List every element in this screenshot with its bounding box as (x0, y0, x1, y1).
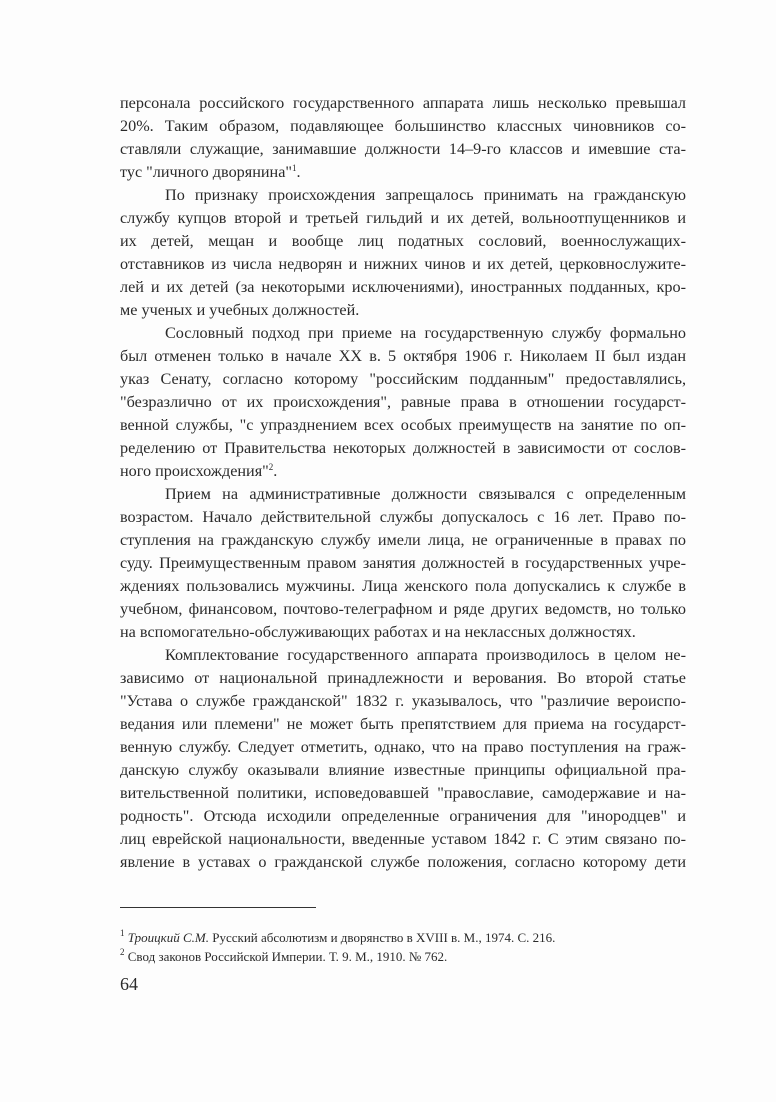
footnote-1 (120, 929, 555, 947)
line-text: указ Сенату, согласно которому "российским подданным" предоставлялись, (120, 370, 686, 388)
text-line (120, 667, 686, 690)
text-line (120, 345, 686, 368)
line-text: ждениях пользовались мужчины. Лица женского пола допускались к службе в (120, 577, 686, 595)
line-text: возрастом. Начало действительной службы допускалось с 16 лет. Право по- (120, 508, 686, 526)
text-line (120, 690, 686, 713)
text-line (120, 299, 686, 322)
line-text: их детей, мещан и вообще лиц податных сословий, военнослужащих- (120, 232, 686, 250)
line-text: Сословный подход при приеме на государственную службу формально (165, 324, 686, 342)
text-line (120, 644, 686, 667)
text-line (120, 437, 686, 460)
line-text: 20%. Таким образом, подавляющее большинство классных чиновников со- (120, 117, 686, 135)
text-line (120, 391, 686, 414)
line-text: ного происхождения" (120, 462, 269, 480)
paragraph (120, 644, 686, 874)
text-line (120, 414, 686, 437)
footnote-ref[interactable]: 1 (292, 163, 297, 173)
text-line (120, 460, 686, 483)
line-text: суду. Преимущественным правом занятия должностей в государственных учре- (120, 554, 686, 572)
line-text: По признаку происхождения запрещалось принимать на гражданскую (165, 186, 686, 204)
paragraph (120, 92, 686, 184)
line-text: ределению от Правительства некоторых должностей в зависимости от сослов- (120, 439, 686, 457)
line-text: родность". Отсюда исходили определенные ограничения для "инородцев" и (120, 807, 686, 825)
paragraph (120, 483, 686, 644)
text-line (120, 805, 686, 828)
text-line (120, 506, 686, 529)
line-text: ведания или племени" не может быть препятствием для приема на государст- (120, 715, 686, 733)
footnote-author: Троицкий С.М. (127, 930, 209, 945)
paragraph (120, 322, 686, 483)
line-text: тус "личного дворянина" (120, 163, 292, 181)
paragraph (120, 184, 686, 322)
text-line (120, 598, 686, 621)
line-text: вительственной политики, исповедовавшей "православие, самодержавие и на- (120, 784, 686, 802)
text-line (120, 207, 686, 230)
footnote-text: Свод законов Российской Империи. Т. 9. М., 1910. № 762. (127, 949, 448, 964)
line-text: лиц еврейской национальности, введенные уставом 1842 г. С этим связано по- (120, 830, 686, 848)
line-text: ставляли служащие, занимавшие должности 14–9-го классов и имевшие ста- (120, 140, 686, 158)
text-line (120, 184, 686, 207)
page-number: 64 (120, 974, 138, 994)
line-text: отставников из числа недворян и нижних чинов и их детей, церковнослужите- (120, 255, 686, 273)
footnote-text: Русский абсолютизм и дворянство в XVIII в. М., 1974. С. 216. (209, 930, 556, 945)
line-text: службу купцов второй и третьей гильдий и их детей, вольноотпущенников и (120, 209, 686, 227)
footnote-ref[interactable]: 2 (268, 462, 274, 472)
text-line (120, 575, 686, 598)
text-line (120, 782, 686, 805)
text-line (120, 828, 686, 851)
line-text: явление в уставах о гражданской службе положения, согласно которому дети (120, 853, 686, 871)
line-text: данскую службу оказывали влияние известные принципы официальной пра- (120, 761, 686, 779)
line-text: зависимо от национальной принадлежности и верования. Во второй статье (120, 669, 686, 687)
line-text: Комплектование государственного аппарата производилось в целом не- (165, 646, 686, 664)
text-line (120, 736, 686, 759)
line-text: Прием на административные должности связывался с определенным (165, 485, 686, 503)
line-end: . (273, 462, 278, 480)
footnote-divider (120, 907, 316, 908)
text-line (120, 759, 686, 782)
line-text: "безразлично от их происхождения", равные права в отношении государст- (120, 393, 686, 411)
line-text: на вспомогательно-обслуживающих работах и на неклассных должностях. (120, 623, 636, 641)
line-end: . (296, 163, 301, 181)
text-line (120, 713, 686, 736)
text-line (120, 621, 686, 644)
text-line (120, 92, 686, 115)
line-text: был отменен только в начале XX в. 5 октября 1906 г. Николаем II был издан (120, 347, 686, 365)
text-line (120, 851, 686, 874)
text-line (120, 483, 686, 506)
line-text: лей и их детей (за некоторыми исключениями), иностранных подданных, кро- (120, 278, 686, 296)
line-text: ступления на гражданскую службу имели лица, не ограниченные в правах по (120, 531, 686, 549)
text-line (120, 276, 686, 299)
text-line (120, 253, 686, 276)
text-line (120, 138, 686, 161)
line-text: венной службы, "с упразднением всех особых преимуществ на занятие по оп- (120, 416, 686, 434)
text-line (120, 322, 686, 345)
text-line (120, 115, 686, 138)
text-line (120, 368, 686, 391)
text-line (120, 161, 686, 184)
text-line (120, 230, 686, 253)
footnote-number: 2 (120, 947, 125, 957)
text-line (120, 552, 686, 575)
line-text: персонала российского государственного аппарата лишь несколько превышал (120, 94, 686, 112)
footnote-number: 1 (120, 928, 125, 938)
line-text: учебном, финансовом, почтово-телеграфном и ряде других ведомств, но только (120, 600, 686, 618)
line-text: ме ученых и учебных должностей. (120, 301, 360, 319)
line-text: "Устава о службе гражданской" 1832 г. указывалось, что "различие вероиспо- (120, 692, 686, 710)
main-text (120, 92, 686, 874)
text-line (120, 529, 686, 552)
footnote-2 (120, 948, 447, 966)
line-text: венную службу. Следует отметить, однако, что на право поступления на граж- (120, 738, 686, 756)
